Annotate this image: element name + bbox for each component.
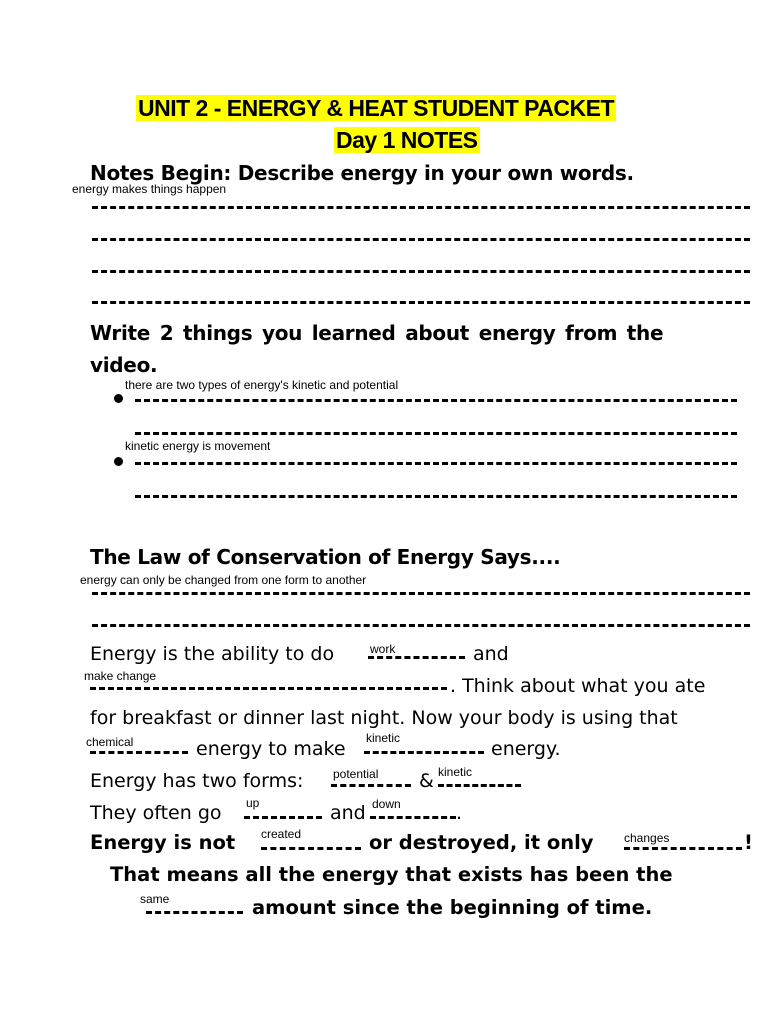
answer-line: [135, 432, 737, 435]
fill-text: .: [456, 802, 463, 824]
answer-line: [92, 206, 750, 209]
blank-line: [438, 784, 521, 787]
fill-text: That means all the energy that exists has been the: [110, 863, 673, 886]
q2-prompt-line2: video.: [90, 353, 158, 377]
fill-text: Energy has two forms:: [90, 770, 304, 792]
fill-answer-chemical: chemical: [86, 735, 134, 749]
packet-title: [136, 94, 616, 122]
blank-line: [90, 751, 188, 754]
fill-answer-kinetic-2: kinetic: [438, 765, 473, 779]
q2-prompt-line1: Write 2 things you learned about energy from the: [90, 321, 664, 345]
fill-text: or destroyed, it only: [369, 831, 594, 854]
fill-text: and: [330, 802, 366, 824]
blank-line: [146, 911, 243, 914]
bullet-icon: [114, 457, 123, 466]
fill-answer-potential: potential: [333, 767, 379, 781]
blank-line: [90, 687, 447, 690]
answer-line: [92, 238, 750, 241]
q1-prompt: Notes Begin: Describe energy in your own words.: [90, 161, 634, 185]
q1-answer: energy makes things happen: [72, 182, 227, 196]
fill-text: amount since the beginning of time.: [252, 896, 653, 919]
fill-text: energy to make: [196, 738, 346, 760]
fill-answer-down: down: [372, 797, 401, 811]
fill-text: Energy is not: [90, 831, 236, 854]
fill-text: Energy is the ability to do: [90, 643, 335, 665]
day-title: [334, 126, 480, 154]
fill-text: . Think about what you ate: [450, 675, 706, 697]
blank-line: [370, 816, 456, 819]
fill-text: &: [419, 770, 434, 792]
blank-line: [624, 847, 742, 850]
blank-line: [331, 784, 411, 787]
fill-text: for breakfast or dinner last night. Now your body is using that: [90, 707, 678, 729]
fill-text: !: [744, 831, 753, 854]
answer-line: [92, 301, 750, 304]
fill-text: and: [473, 643, 509, 665]
fill-answer-same: same: [140, 892, 170, 906]
packet-title-text: UNIT 2 - ENERGY & HEAT STUDENT PACKET: [138, 95, 615, 121]
q3-answer: energy can only be changed from one form to another: [80, 573, 367, 587]
fill-answer-kinetic-1: kinetic: [366, 731, 401, 745]
answer-line: [92, 270, 750, 273]
fill-text: energy.: [491, 738, 561, 760]
fill-text: They often go: [90, 802, 222, 824]
answer-line: [135, 462, 737, 465]
bullet-icon: [114, 394, 123, 403]
fill-answer-up: up: [246, 796, 260, 810]
fill-answer-make-change: make change: [84, 669, 157, 683]
answer-line: [135, 495, 737, 498]
q2-answer-1: there are two types of energy's kinetic and potential: [125, 378, 399, 392]
day-title-text: Day 1 NOTES: [336, 127, 478, 153]
fill-answer-created: created: [261, 827, 302, 841]
blank-line: [364, 751, 484, 754]
blank-line: [261, 847, 361, 850]
answer-line: [92, 624, 750, 627]
answer-line: [92, 592, 750, 595]
blank-line: [244, 816, 322, 819]
fill-answer-work: work: [370, 642, 396, 656]
q2-answer-2: kinetic energy is movement: [125, 439, 271, 453]
blank-line: [368, 656, 465, 659]
answer-line: [135, 399, 737, 402]
fill-answer-changes: changes: [624, 831, 670, 845]
q3-prompt: The Law of Conservation of Energy Says....: [90, 545, 561, 569]
